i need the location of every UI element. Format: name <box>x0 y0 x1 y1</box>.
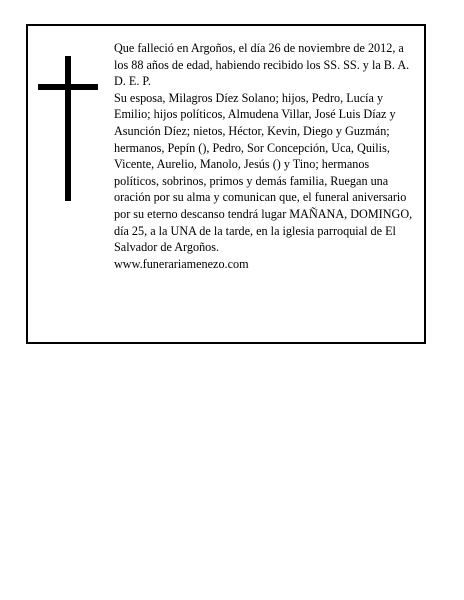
funeral-home-website: www.funerariamenezo.com <box>114 256 249 271</box>
cross-vertical-bar <box>65 56 71 201</box>
family-and-funeral-details: Su esposa, Milagros Díez Solano; hijos, Pedro, Lucía y Emilio; hijos políticos, Almudena Villar, José Luis Díaz y Asunción Díez; nietos, Héctor, Kevin, Diego y Guzmán; hermanos, Pepín (), Pedro, Sor Concepción, Uca, Quilis, Vicente, Aurelio, Manolo, Jesús () y Tino; hermanos políticos, sobrinos, primos y demás familia, Ruegan una oración por su alma y comunican que, el funeral aniversario por su eterno descanso tendrá lugar MAÑANA, DOMINGO, día 25, a la UNA de la tarde, en la iglesia parroquial de El Salvador de Argoños. <box>114 90 413 255</box>
obituary-notice <box>26 24 426 344</box>
rest-in-peace: D. E. P. <box>114 74 151 89</box>
cross-horizontal-bar <box>38 84 98 90</box>
death-announcement: Que falleció en Argoños, el día 26 de noviembre de 2012, a los 88 años de edad, habiendo recibido los SS. SS. y la B. A. <box>114 41 410 72</box>
latin-cross-icon <box>38 56 98 201</box>
notice-text <box>114 40 414 272</box>
